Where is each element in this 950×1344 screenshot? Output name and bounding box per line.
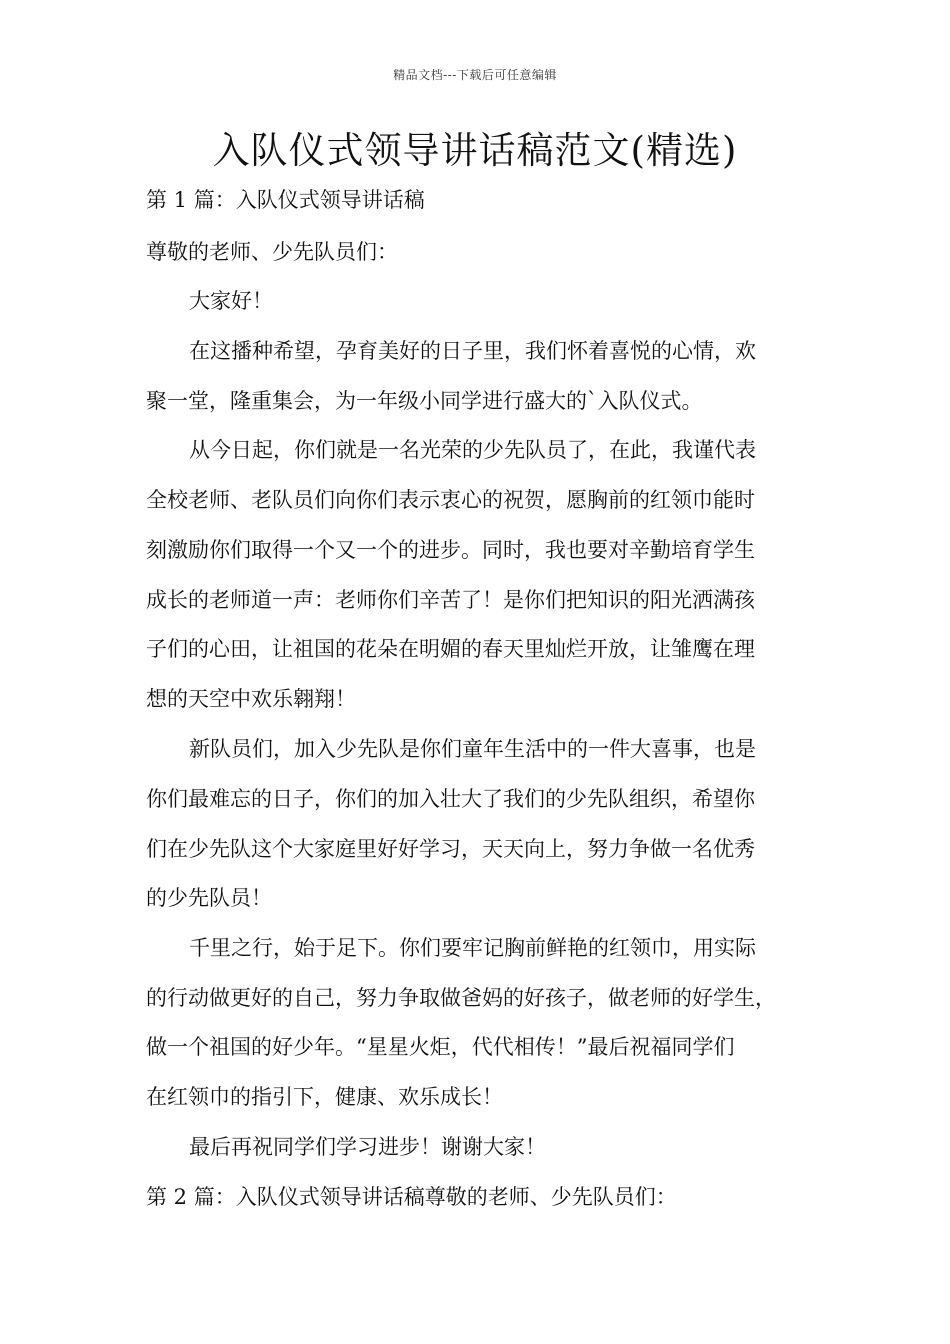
document-title: 入队仪式领导讲话稿范文(精选)	[212, 129, 738, 172]
paragraph-line: 刻激励你们取得一个又一个的进步。同时，我也要对辛勤培育学生	[146, 538, 755, 562]
paragraph-line: 成长的老师道一声：老师你们辛苦了！是你们把知识的阳光洒满孩	[146, 588, 755, 612]
paragraph-line: 子们的心田，让祖国的花朵在明媚的春天里灿烂开放，让雏鹰在理	[146, 637, 755, 661]
paragraph-line: 的少先队员！	[146, 886, 272, 910]
paragraph-line: 的行动做更好的自己，努力争取做爸妈的好孩子，做老师的好学生，	[146, 986, 776, 1010]
paragraph-line: 做一个祖国的好少年。“星星火炬，代代相传！”最后祝福同学们	[146, 1035, 735, 1059]
paragraph-line: 在这播种希望，孕育美好的日子里，我们怀着喜悦的心情，欢	[189, 339, 756, 363]
paragraph-line: 聚一堂，隆重集会，为一年级小同学进行盛大的`入队仪式。	[146, 389, 703, 413]
salutation-line: 尊敬的老师、少先队员们：	[146, 240, 398, 264]
paragraph-line: 想的天空中欢乐翱翔！	[146, 687, 356, 711]
greeting-line: 大家好！	[189, 289, 273, 313]
header-note: 精品文档---下载后可任意编辑	[393, 68, 557, 82]
paragraph-line: 从今日起，你们就是一名光荣的少先队员了，在此，我谨代表	[189, 438, 756, 462]
paragraph-line: 全校老师、老队员们向你们表示衷心的祝贺，愿胸前的红领巾能时	[146, 488, 755, 512]
paragraph-line: 你们最难忘的日子，你们的加入壮大了我们的少先队组织，希望你	[146, 787, 755, 811]
section-heading-2: 第 2 篇：入队仪式领导讲话稿尊敬的老师、少先队员们：	[146, 1185, 677, 1209]
section-heading-1: 第 1 篇：入队仪式领导讲话稿	[146, 188, 425, 212]
paragraph-line: 在红领巾的指引下，健康、欢乐成长！	[146, 1085, 503, 1109]
paragraph-line: 千里之行，始于足下。你们要牢记胸前鲜艳的红领巾，用实际	[189, 936, 756, 960]
paragraph-line: 新队员们，加入少先队是你们童年生活中的一件大喜事，也是	[189, 737, 756, 761]
paragraph-line: 们在少先队这个大家庭里好好学习，天天向上，努力争做一名优秀	[146, 837, 755, 861]
paragraph-line: 最后再祝同学们学习进步！谢谢大家！	[189, 1135, 546, 1159]
